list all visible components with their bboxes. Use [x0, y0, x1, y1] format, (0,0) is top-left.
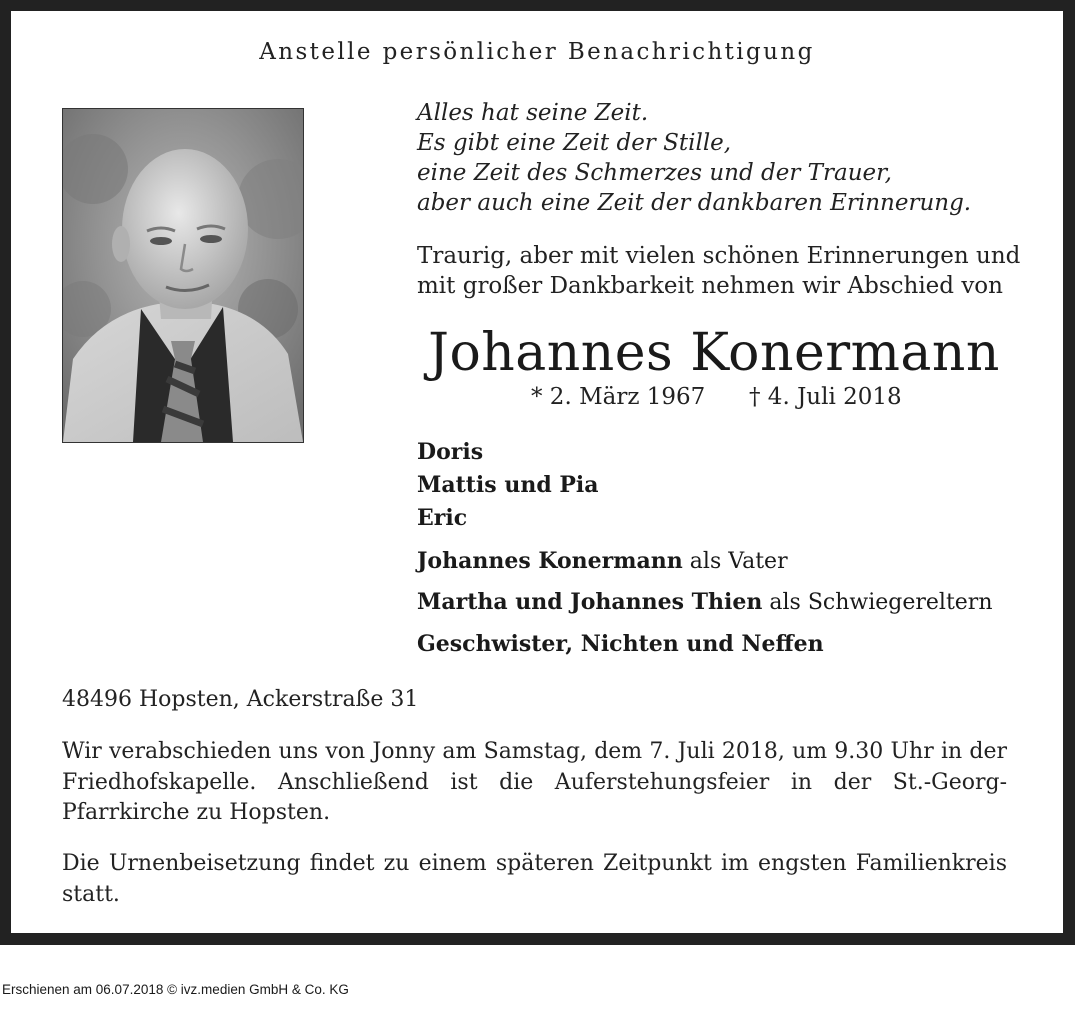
family-member-name: Doris [417, 439, 484, 465]
deceased-name: Johannes Konermann [428, 323, 1000, 383]
family-member [417, 631, 824, 657]
family-member [417, 472, 599, 498]
poem-line: Alles hat seine Zeit. [417, 100, 649, 126]
death-date: † 4. Juli 2018 [749, 384, 902, 410]
family-member-name: Eric [417, 505, 468, 531]
family-member [417, 439, 483, 465]
family-member [417, 589, 993, 615]
family-relation: als Vater [689, 549, 788, 574]
poem-line: eine Zeit des Schmerzes und der Trauer, [417, 160, 892, 186]
portrait-photo [62, 108, 304, 443]
intro-line: Traurig, aber mit vielen schönen Erinnerungen und [417, 243, 1021, 269]
poem-line: Es gibt eine Zeit der Stille, [417, 130, 732, 156]
family-member-name: Geschwister, Nichten und Neffen [417, 631, 824, 657]
birth-date: * 2. März 1967 [531, 384, 706, 410]
notice-heading: Anstelle persönlicher Benachrichtigung [259, 39, 815, 65]
family-member [417, 548, 788, 574]
poem-line: aber auch eine Zeit der dankbaren Erinnerung. [417, 190, 972, 216]
obituary-card [11, 11, 1063, 933]
intro-line: mit großer Dankbarkeit nehmen wir Abschied von [417, 273, 1003, 299]
address: 48496 Hopsten, Ackerstraße 31 [62, 687, 419, 712]
publication-footer: Erschienen am 06.07.2018 © ivz.medien GmbH & Co. KG [2, 982, 349, 997]
family-relation: als Schwiegereltern [769, 590, 993, 615]
ceremony-paragraph: Wir verabschieden uns von Jonny am Samstag, dem 7. Juli 2018, um 9.30 Uhr in der Friedhofskapelle. Anschließend ist die Auferstehungsfeier in der St.-Georg-Pfarrkirche zu Hopsten. [62, 739, 1007, 825]
family-member-name: Martha und Johannes Thien [417, 589, 763, 615]
family-member [417, 505, 467, 531]
portrait-image [63, 109, 303, 442]
burial-paragraph: Die Urnenbeisetzung findet zu einem späteren Zeitpunkt im engsten Familienkreis statt. [62, 851, 1007, 907]
family-member-name: Johannes Konermann [417, 548, 683, 574]
family-member-name: Mattis und Pia [417, 472, 599, 498]
